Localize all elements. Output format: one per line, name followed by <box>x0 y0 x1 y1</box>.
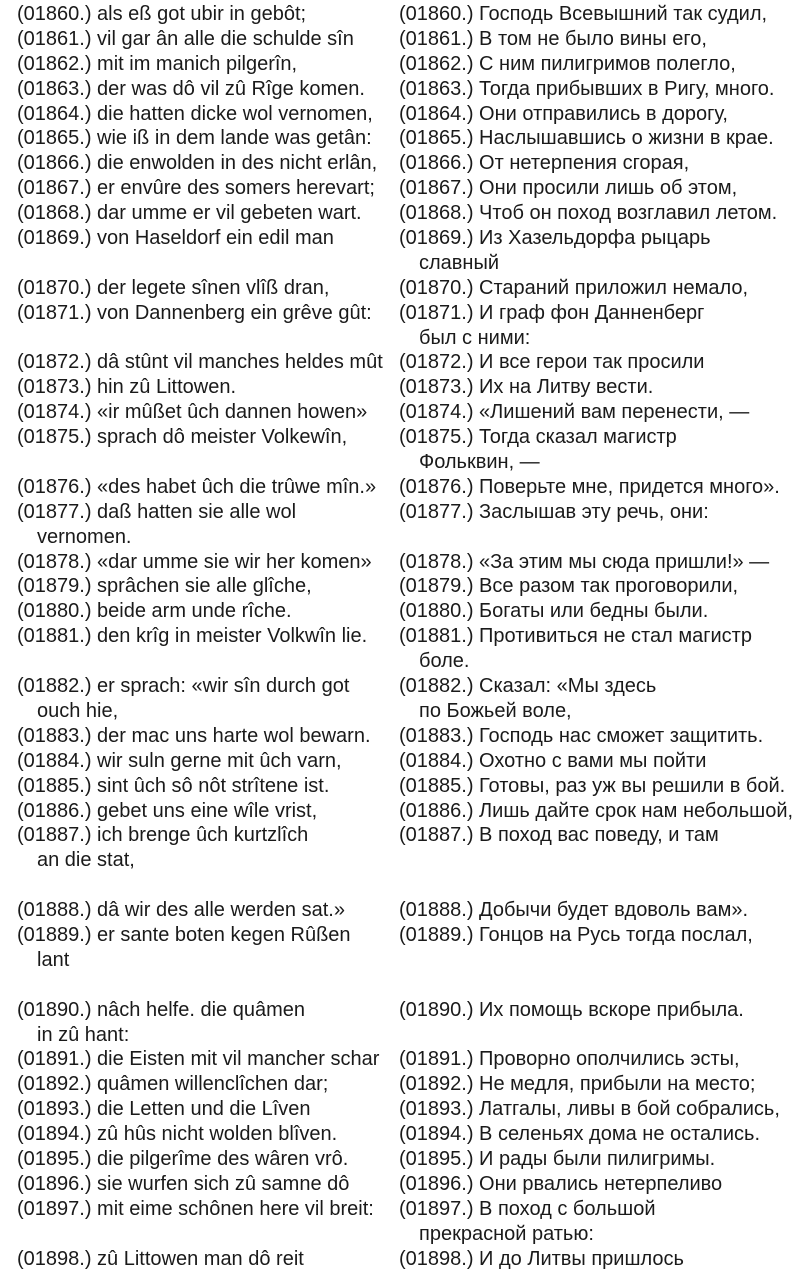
text-line <box>399 1072 797 1097</box>
text-line <box>17 724 390 749</box>
text-line <box>17 923 390 948</box>
text-line <box>17 1047 390 1072</box>
text-line <box>399 27 797 52</box>
line-text: (01875.) Тогда сказал магистр <box>399 426 677 449</box>
line-text: (01892.) quâmen willenclîchen dar; <box>17 1073 329 1096</box>
line-text: (01897.) mit eime schônen here vil breit: <box>17 1197 374 1220</box>
text-line <box>17 674 390 699</box>
text-line <box>17 425 390 450</box>
text-line <box>399 1047 797 1072</box>
line-text: (01877.) Заслышав эту речь, они: <box>399 500 709 523</box>
line-text: славный <box>419 251 500 274</box>
line-text: (01862.) mit im manich pilgerîn, <box>17 52 298 75</box>
line-text: (01897.) В поход с большой <box>399 1197 656 1220</box>
text-line <box>399 1222 797 1247</box>
line-text: (01860.) als eß got ubir in gebôt; <box>17 3 307 25</box>
text-line <box>399 276 797 301</box>
text-line <box>17 151 390 176</box>
line-text: (01888.) Добычи будет вдоволь вам». <box>399 899 748 922</box>
text-line <box>17 774 390 799</box>
line-text: (01871.) И граф фон Данненберг <box>399 301 705 324</box>
text-line <box>399 450 797 475</box>
line-text: (01894.) В селеньях дома не остались. <box>399 1123 760 1146</box>
line-text: (01887.) В поход вас поведу, и там <box>399 824 719 847</box>
line-text: (01878.) «dar umme sie wir her komen» <box>17 550 372 573</box>
line-text: (01861.) В том не было вины его, <box>399 27 707 50</box>
line-text: (01861.) vil gar ân alle die schulde sîn <box>17 27 354 50</box>
text-line <box>399 77 797 102</box>
text-line <box>399 599 797 624</box>
blank-line <box>399 973 797 998</box>
line-text: (01878.) «За этим мы сюда пришли!» — <box>399 550 770 573</box>
line-text: (01881.) den krîg in meister Volkwîn lie. <box>17 625 368 648</box>
line-text: lant <box>37 948 70 971</box>
line-text: (01880.) beide arm unde rîche. <box>17 600 292 623</box>
text-line <box>399 799 797 824</box>
line-text: (01888.) dâ wir des alle werden sat.» <box>17 899 345 922</box>
text-line <box>17 574 390 599</box>
line-text: (01890.) nâch helfe. die quâmen <box>17 998 305 1021</box>
text-line <box>17 525 390 550</box>
text-line <box>399 823 797 848</box>
line-text: (01881.) Противиться не стал магистр <box>399 625 752 648</box>
line-text: ouch hie, <box>37 699 119 722</box>
text-line <box>17 823 390 848</box>
blank-line <box>17 251 390 276</box>
text-line <box>399 2 797 27</box>
blank-line <box>399 948 797 973</box>
line-text: (01893.) Латгалы, ливы в бой собрались, <box>399 1098 780 1121</box>
line-text: (01891.) Проворно ополчились эсты, <box>399 1048 740 1071</box>
text-line <box>399 301 797 326</box>
line-text: (01889.) er sante boten kegen Rûßen <box>17 923 351 946</box>
blank-line <box>399 525 797 550</box>
line-text: (01893.) die Letten und die Lîven <box>17 1098 311 1121</box>
text-line <box>399 350 797 375</box>
text-line <box>399 774 797 799</box>
line-text: (01898.) zû Littowen man dô reit <box>17 1247 304 1270</box>
text-line <box>399 574 797 599</box>
line-text: (01863.) der was dô vil zû Rîge komen. <box>17 77 365 100</box>
text-line <box>17 201 390 226</box>
text-line <box>17 550 390 575</box>
line-text: (01868.) Чтоб он поход возглавил летом. <box>399 202 778 225</box>
column-original <box>0 2 390 1272</box>
line-text: (01896.) Они рвались нетерпеливо <box>399 1172 723 1195</box>
column-translation <box>390 2 800 1272</box>
line-text: (01891.) die Eisten mit vil mancher schar <box>17 1048 380 1071</box>
line-text: (01873.) hin zû Littowen. <box>17 376 237 399</box>
text-line <box>399 375 797 400</box>
line-text: (01866.) От нетерпения сгорая, <box>399 152 690 175</box>
text-line <box>399 326 797 351</box>
text-line <box>399 898 797 923</box>
line-text: (01882.) Сказал: «Мы здесь <box>399 675 657 698</box>
line-text: vernomen. <box>37 525 132 548</box>
text-line <box>17 799 390 824</box>
line-text: (01869.) von Haseldorf ein edil man <box>17 227 334 250</box>
line-text: (01887.) ich brenge ûch kurtzlîch <box>17 824 309 847</box>
text-line <box>399 102 797 127</box>
text-line <box>17 400 390 425</box>
text-line <box>17 848 390 873</box>
text-line <box>17 1097 390 1122</box>
text-line <box>399 176 797 201</box>
line-text: (01875.) sprach dô meister Volkewîn, <box>17 426 348 449</box>
text-line <box>399 126 797 151</box>
blank-line <box>399 1023 797 1048</box>
text-line <box>399 724 797 749</box>
line-text: (01886.) gebet uns eine wîle vrist, <box>17 799 318 822</box>
text-line <box>399 500 797 525</box>
line-text: (01894.) zû hûs nicht wolden blîven. <box>17 1123 338 1146</box>
line-text: (01885.) Готовы, раз уж вы решили в бой. <box>399 774 786 797</box>
text-line <box>399 674 797 699</box>
line-text: (01869.) Из Хазельдорфа рыцарь <box>399 227 711 250</box>
text-line <box>17 749 390 774</box>
text-line <box>399 52 797 77</box>
line-text: (01862.) С ним пилигримов полегло, <box>399 52 736 75</box>
text-line <box>399 226 797 251</box>
text-line <box>399 201 797 226</box>
text-line <box>399 1147 797 1172</box>
text-line <box>17 500 390 525</box>
text-line <box>399 749 797 774</box>
text-line <box>17 2 390 27</box>
line-text: Фольквин, — <box>419 451 540 474</box>
line-text: боле. <box>419 650 470 673</box>
text-line <box>17 948 390 973</box>
text-line <box>17 77 390 102</box>
text-line <box>17 52 390 77</box>
text-line <box>17 1197 390 1222</box>
line-text: in zû hant: <box>37 1023 130 1046</box>
text-line <box>399 624 797 649</box>
text-line <box>17 475 390 500</box>
line-text: (01889.) Гонцов на Русь тогда послал, <box>399 923 753 946</box>
line-text: (01876.) Поверьте мне, придется много». <box>399 475 780 498</box>
line-text: (01883.) Господь нас сможет защитить. <box>399 724 764 747</box>
line-text: (01892.) Не медля, прибыли на место; <box>399 1073 756 1096</box>
line-text: (01885.) sint ûch sô nôt strîtene ist. <box>17 774 330 797</box>
line-text: (01884.) Охотно с вами мы пойти <box>399 749 707 772</box>
line-text: (01872.) dâ stûnt vil manches heldes mût <box>17 351 383 374</box>
line-text: (01877.) daß hatten sie alle wol <box>17 500 297 523</box>
blank-line <box>17 873 390 898</box>
line-text: (01871.) von Dannenberg ein grêve gût: <box>17 301 372 324</box>
line-text: (01876.) «des habet ûch die trûwe mîn.» <box>17 475 377 498</box>
blank-line <box>399 873 797 898</box>
line-text: (01890.) Их помощь вскоре прибыла. <box>399 998 744 1021</box>
line-text: (01884.) wir suln gerne mit ûch varn, <box>17 749 342 772</box>
text-line <box>399 1172 797 1197</box>
text-line <box>17 599 390 624</box>
text-line <box>399 251 797 276</box>
line-text: an die stat, <box>37 849 135 872</box>
text-line <box>17 27 390 52</box>
line-text: (01883.) der mac uns harte wol bewarn. <box>17 724 371 747</box>
line-text: (01879.) sprâchen sie alle glîche, <box>17 575 312 598</box>
blank-line <box>17 973 390 998</box>
line-text: (01866.) die enwolden in des nicht erlân, <box>17 152 378 175</box>
blank-line <box>17 450 390 475</box>
text-line <box>399 1122 797 1147</box>
text-line <box>17 998 390 1023</box>
text-line <box>399 699 797 724</box>
line-text: (01865.) Наслышавшись о жизни в крае. <box>399 127 774 150</box>
line-text: (01865.) wie iß in dem lande was getân: <box>17 127 372 150</box>
text-line <box>17 1172 390 1197</box>
text-line <box>399 649 797 674</box>
text-line <box>17 126 390 151</box>
text-line <box>399 923 797 948</box>
text-line <box>399 1197 797 1222</box>
text-line <box>17 375 390 400</box>
text-line <box>17 898 390 923</box>
text-line <box>399 425 797 450</box>
line-text: (01867.) Они просили лишь об этом, <box>399 177 738 200</box>
text-line <box>17 226 390 251</box>
line-text: (01870.) Стараний приложил немало, <box>399 276 749 299</box>
blank-line <box>399 848 797 873</box>
text-line <box>17 301 390 326</box>
line-text: (01868.) dar umme er vil gebeten wart. <box>17 202 362 225</box>
line-text: (01872.) И все герои так просили <box>399 351 705 374</box>
line-text: (01873.) Их на Литву вести. <box>399 376 654 399</box>
line-text: (01864.) die hatten dicke wol vernomen, <box>17 102 373 125</box>
line-text: (01874.) «Лишений вам перенести, — <box>399 401 750 424</box>
line-text: по Божьей воле, <box>419 699 572 722</box>
text-line <box>399 1097 797 1122</box>
line-text: (01895.) И рады были пилигримы. <box>399 1147 716 1170</box>
text-line <box>399 550 797 575</box>
text-line <box>17 1072 390 1097</box>
text-line <box>17 176 390 201</box>
line-text: (01863.) Тогда прибывших в Ригу, много. <box>399 77 775 100</box>
text-line <box>399 400 797 425</box>
text-line <box>399 998 797 1023</box>
text-line <box>17 276 390 301</box>
line-text: был с ними: <box>419 326 531 349</box>
text-line <box>17 1247 390 1272</box>
line-text: (01895.) die pilgerîme des wâren vrô. <box>17 1147 349 1170</box>
line-text: (01864.) Они отправились в дорогу, <box>399 102 728 125</box>
text-line <box>17 350 390 375</box>
text-line <box>17 1147 390 1172</box>
text-line <box>399 151 797 176</box>
line-text: (01896.) sie wurfen sich zû samne dô <box>17 1172 350 1195</box>
text-line <box>17 624 390 649</box>
blank-line <box>17 1222 390 1247</box>
text-line <box>17 1023 390 1048</box>
line-text: прекрасной ратью: <box>419 1222 594 1245</box>
line-text: (01879.) Все разом так проговорили, <box>399 575 739 598</box>
line-text: (01870.) der legete sînen vlîß dran, <box>17 276 330 299</box>
line-text: (01874.) «ir mûßet ûch dannen howen» <box>17 401 368 424</box>
text-line <box>17 102 390 127</box>
text-line <box>399 1247 797 1272</box>
blank-line <box>17 326 390 351</box>
line-text: (01882.) er sprach: «wir sîn durch got <box>17 675 350 698</box>
text-line <box>17 1122 390 1147</box>
line-text: (01886.) Лишь дайте срок нам небольшой, <box>399 799 794 822</box>
blank-line <box>17 649 390 674</box>
line-text: (01898.) И до Литвы пришлось <box>399 1247 684 1270</box>
text-line <box>399 475 797 500</box>
text-line <box>17 699 390 724</box>
line-text: (01867.) er envûre des somers herevart; <box>17 177 375 200</box>
line-text: (01880.) Богаты или бедны были. <box>399 600 709 623</box>
line-text: (01860.) Господь Всевышний так судил, <box>399 3 768 25</box>
